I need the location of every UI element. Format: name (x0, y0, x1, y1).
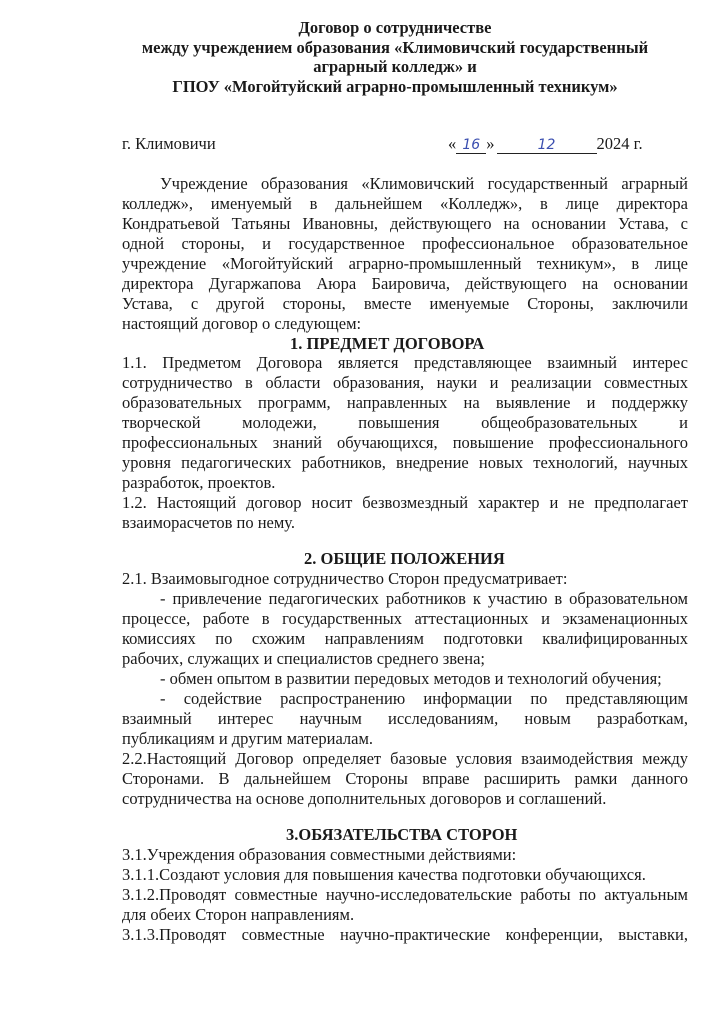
preamble-line: учреждение «Могойтуйский аграрно-промышленный техникум», в лице (122, 254, 688, 273)
section-2-line: публикациям и другим материалам. (122, 729, 374, 748)
preamble-line: Учреждение образования «Климовичский государственный аграрный (160, 174, 688, 193)
section-2-line: рабочих, служащих и специалистов среднего звена; (122, 649, 485, 668)
section-2-line: сотрудничества на основе дополнительных договоров и соглашений. (122, 789, 607, 808)
date-day: 16 (456, 138, 486, 154)
preamble-line: Устава, с другой стороны, вместе именуемые Стороны, заключили (122, 294, 688, 313)
section-2-title: 2. ОБЩИЕ ПОЛОЖЕНИЯ (304, 549, 505, 568)
preamble-line: колледж», именуемый в дальнейшем «Колледж», в лице директора (122, 194, 688, 213)
section-3-line: 3.1.3.Проводят совместные научно-практические конференции, выставки, (122, 925, 688, 944)
section-3-title: 3.ОБЯЗАТЕЛЬСТВА СТОРОН (286, 825, 518, 844)
section-2-line: - содействие распространению информации по представляющим (160, 689, 688, 708)
section-3-line: 3.1.Учреждения образования совместными действиями: (122, 845, 517, 864)
section-2-line: - привлечение педагогических работников к участию в образовательном (160, 589, 688, 608)
section-3-line: 3.1.1.Создают условия для повышения качества подготовки обучающихся. (122, 865, 646, 884)
section-2-line: комиссиях по схожим направлениям подготовки квалифицированных (122, 629, 688, 648)
date-month: 12 (497, 138, 597, 154)
date-year: 2024 г. (596, 134, 643, 153)
section-3-line: 3.1.2.Проводят совместные научно-исследовательские работы по актуальным (122, 885, 688, 904)
doc-title-line3: аграрный колледж» и (313, 57, 477, 76)
section-2-line: процессе, работе в государственных аттестационных и экзаменационных (122, 609, 688, 628)
section-1-title: 1. ПРЕДМЕТ ДОГОВОРА (290, 334, 485, 353)
section-1-line: творческой молодежи, повышения общеобразовательных и (122, 413, 688, 432)
date-quote-open: « (448, 134, 457, 153)
preamble-line: одной стороны, и государственное профессиональное образовательное (122, 234, 688, 253)
doc-title-line2: между учреждением образования «Климовичский государственный (141, 38, 649, 57)
section-2-line: взаимный интерес научным исследованиям, новым разработкам, (122, 709, 688, 728)
section-2-line: 2.1. Взаимовыгодное сотрудничество Сторон предусматривает: (122, 569, 568, 588)
date-quote-close: » (486, 134, 495, 153)
preamble-line: директора Дугаржапова Аюра Баировича, действующего на основании (122, 274, 688, 293)
section-1-line: взаиморасчетов по нему. (122, 513, 296, 532)
section-1-line: сотрудничество в области образования, науки и реализации совместных (122, 373, 688, 392)
section-1-line: 1.1. Предметом Договора является представляющее взаимный интерес (122, 353, 688, 372)
section-1-line: уровня педагогических работников, внедрение новых технологий, научных (122, 453, 688, 472)
section-1-line: 1.2. Настоящий договор носит безвозмездный характер и не предполагает (122, 493, 688, 512)
contract-date (448, 134, 643, 154)
section-1-line: образовательных программ, направленных на выявление и поддержку (122, 393, 688, 412)
preamble-line: Кондратьевой Татьяны Ивановны, действующего на основании Устава, с (122, 214, 688, 233)
section-2-line: 2.2.Настоящий Договор определяет базовые условия взаимодействия между (122, 749, 688, 768)
place: г. Климовичи (122, 134, 216, 153)
preamble-line: настоящий договор о следующем: (122, 314, 362, 333)
section-2-line: - обмен опытом в развитии передовых методов и технологий обучения; (160, 669, 662, 688)
doc-title-line4: ГПОУ «Могойтуйский аграрно-промышленный техникум» (172, 77, 618, 96)
section-2-line: Сторонами. В дальнейшем Стороны вправе расширить рамки данного (122, 769, 688, 788)
section-1-line: профессиональных знаний обучающихся, повышение профессионального (122, 433, 688, 452)
doc-title: Договор о сотрудничестве (298, 18, 492, 37)
section-3-line: для обеих Сторон направлениям. (122, 905, 355, 924)
section-1-line: разработок, проектов. (122, 473, 276, 492)
